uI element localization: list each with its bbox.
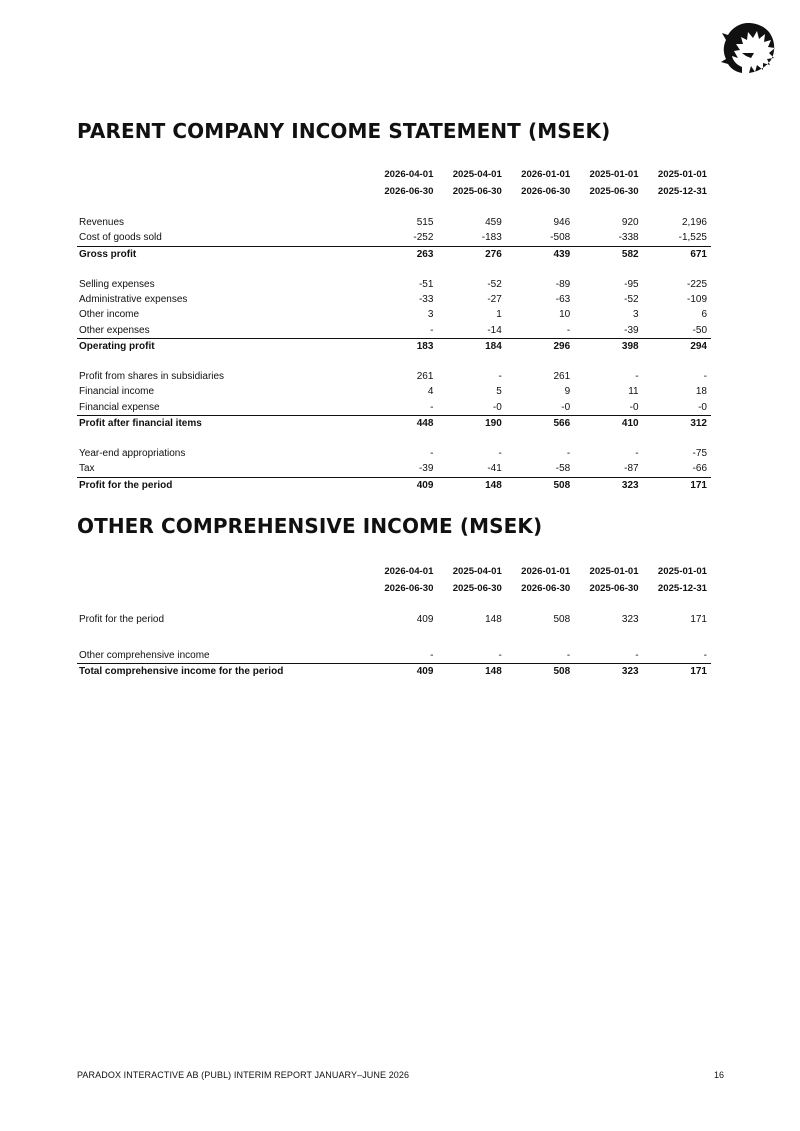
row-label: Financial income — [79, 386, 155, 398]
spacer-cell — [77, 597, 369, 612]
period-end-header: 2025-12-31 — [657, 186, 707, 197]
row-value: 294 — [643, 338, 711, 354]
row-value: -41 — [487, 463, 502, 475]
row-value: -0 — [698, 401, 707, 413]
row-value: - — [703, 371, 707, 383]
row-value: -52 — [624, 294, 639, 306]
row-value: - — [635, 371, 639, 383]
spacer-cell — [437, 200, 505, 215]
row-value: 439 — [506, 246, 574, 262]
row-value: 18 — [695, 386, 707, 398]
period-start-header: 2026-01-01 — [521, 566, 571, 577]
row-value: - — [430, 448, 434, 460]
table-row — [77, 215, 711, 230]
period-end-header: 2026-06-30 — [521, 583, 571, 594]
row-value: - — [566, 649, 571, 661]
spacer-cell — [506, 597, 574, 612]
row-label: Other income — [79, 309, 140, 321]
table-row — [77, 384, 711, 399]
row-value: -63 — [555, 294, 571, 306]
row-value: 508 — [553, 614, 571, 626]
row-value: -75 — [692, 448, 707, 460]
spacer-cell — [506, 200, 574, 215]
spacer-cell — [506, 431, 574, 446]
spacer-cell — [77, 200, 369, 215]
spacer-cell — [574, 431, 642, 446]
spacer-cell — [574, 597, 642, 612]
period-start-header: 2026-01-01 — [521, 169, 571, 180]
row-value: 148 — [485, 614, 502, 626]
footer-report-name: PARADOX INTERACTIVE AB (PUBL) INTERIM REPORT JANUARY–JUNE 2026 — [77, 1070, 410, 1080]
row-label: Operating profit — [77, 338, 369, 354]
row-value: -89 — [555, 278, 571, 290]
spacer-cell — [437, 597, 505, 612]
row-value: 409 — [416, 614, 434, 626]
header-label-cell — [77, 166, 369, 183]
row-value: 398 — [574, 338, 642, 354]
period-start-header: 2026-04-01 — [384, 566, 434, 577]
spacer-cell — [643, 597, 711, 612]
row-value: 515 — [416, 217, 434, 229]
row-value: 566 — [506, 415, 574, 431]
row-value: 459 — [485, 217, 502, 229]
period-end-row — [77, 183, 711, 200]
row-value: 3 — [633, 309, 639, 321]
row-value: -183 — [481, 232, 502, 244]
row-value: 184 — [437, 338, 505, 354]
row-value: -58 — [555, 463, 571, 475]
row-value: 323 — [574, 477, 642, 493]
spacer-cell — [77, 431, 369, 446]
spacer-row — [77, 597, 711, 612]
row-label: Gross profit — [77, 246, 369, 262]
row-value: - — [566, 324, 571, 336]
spacer-cell — [77, 627, 369, 642]
row-value: 508 — [506, 663, 574, 679]
header-label-cell — [77, 580, 369, 597]
row-value: 1 — [496, 309, 502, 321]
row-value: 263 — [369, 246, 437, 262]
table-row — [77, 400, 711, 416]
row-value: -66 — [692, 463, 707, 475]
table-row — [77, 446, 711, 461]
row-value: -95 — [624, 278, 639, 290]
row-value: 9 — [564, 386, 571, 398]
row-label: Profit for the period — [79, 614, 165, 626]
row-value: - — [635, 649, 639, 661]
row-value: -0 — [492, 401, 502, 413]
spacer-cell — [369, 200, 437, 215]
row-value: -252 — [413, 232, 434, 244]
row-value: 920 — [621, 217, 639, 229]
table-row — [77, 323, 711, 339]
row-value: 3 — [427, 309, 434, 321]
header-label-cell — [77, 183, 369, 200]
row-value: 2,196 — [681, 217, 707, 229]
row-value: - — [498, 371, 502, 383]
period-end-header: 2026-06-30 — [521, 186, 571, 197]
spacer-row — [77, 200, 711, 215]
spacer-row — [77, 431, 711, 446]
row-label: Cost of goods sold — [79, 232, 162, 244]
page-number: 16 — [713, 1070, 724, 1080]
total-row — [77, 477, 711, 493]
row-value: - — [498, 649, 502, 661]
period-end-header: 2025-06-30 — [589, 186, 639, 197]
table-row — [77, 292, 711, 307]
row-value: 409 — [369, 477, 437, 493]
period-start-row — [77, 563, 711, 580]
total-row — [77, 338, 711, 354]
spacer-cell — [369, 597, 437, 612]
row-value: -50 — [692, 324, 707, 336]
row-value: 5 — [496, 386, 502, 398]
period-end-header: 2025-12-31 — [657, 583, 707, 594]
spacer-cell — [643, 431, 711, 446]
row-value: 171 — [643, 663, 711, 679]
row-label: Selling expenses — [79, 278, 155, 290]
row-value: 261 — [416, 371, 434, 383]
spacer-cell — [643, 354, 711, 369]
table-row — [77, 277, 711, 292]
spacer-cell — [77, 262, 369, 277]
row-value: -0 — [629, 401, 639, 413]
spacer-cell — [77, 354, 369, 369]
period-start-header: 2025-01-01 — [657, 566, 707, 577]
row-label: Profit from shares in subsidiaries — [79, 371, 225, 383]
period-start-header: 2025-04-01 — [452, 566, 502, 577]
row-value: - — [430, 401, 434, 413]
row-value: 148 — [437, 477, 505, 493]
row-value: 6 — [701, 309, 707, 321]
row-value: 946 — [553, 217, 571, 229]
row-value: -0 — [561, 401, 571, 413]
period-end-header: 2026-06-30 — [384, 583, 434, 594]
row-label: Profit after financial items — [77, 415, 369, 431]
row-value: - — [430, 649, 434, 661]
spacer-cell — [369, 262, 437, 277]
spacer-cell — [437, 262, 505, 277]
row-value: 409 — [369, 663, 437, 679]
row-label: Profit for the period — [77, 477, 369, 493]
period-end-header: 2025-06-30 — [589, 583, 639, 594]
row-label: Other comprehensive income — [79, 649, 210, 661]
spacer-cell — [643, 262, 711, 277]
row-label: Other expenses — [79, 324, 150, 336]
row-value: -27 — [487, 294, 502, 306]
spacer-cell — [574, 262, 642, 277]
total-row — [77, 246, 711, 262]
row-value: 323 — [574, 663, 642, 679]
row-value: 10 — [559, 309, 571, 321]
row-label: Revenues — [79, 217, 125, 229]
row-value: 312 — [643, 415, 711, 431]
row-value: -338 — [618, 232, 639, 244]
period-start-header: 2025-04-01 — [452, 169, 502, 180]
row-value: -508 — [550, 232, 571, 244]
row-value: -33 — [418, 294, 434, 306]
row-value: -87 — [624, 463, 639, 475]
row-value: 448 — [369, 415, 437, 431]
spacer-cell — [574, 627, 642, 642]
row-value: 582 — [574, 246, 642, 262]
period-start-header: 2026-04-01 — [384, 169, 434, 180]
total-row — [77, 415, 711, 431]
spacer-row — [77, 354, 711, 369]
row-value: - — [498, 448, 502, 460]
spacer-cell — [574, 354, 642, 369]
spacer-cell — [437, 431, 505, 446]
table-row — [77, 369, 711, 384]
row-value: 671 — [643, 246, 711, 262]
period-start-header: 2025-01-01 — [657, 169, 707, 180]
row-label: Total comprehensive income for the period — [77, 663, 369, 679]
row-label: Year-end appropriations — [79, 448, 186, 460]
row-value: - — [703, 649, 707, 661]
row-value: 410 — [574, 415, 642, 431]
income-statement-table — [77, 166, 711, 493]
spacer-cell — [643, 200, 711, 215]
row-value: -14 — [487, 324, 502, 336]
header-label-cell — [77, 563, 369, 580]
row-value: - — [635, 448, 639, 460]
spacer-cell — [437, 354, 505, 369]
spacer-cell — [506, 262, 574, 277]
period-end-row — [77, 580, 711, 597]
comprehensive-income-table — [77, 563, 711, 679]
row-value: -51 — [418, 278, 434, 290]
row-value: -1,525 — [678, 232, 707, 244]
period-start-row — [77, 166, 711, 183]
period-end-header: 2025-06-30 — [452, 583, 502, 594]
row-value: 171 — [643, 477, 711, 493]
period-end-header: 2025-06-30 — [452, 186, 502, 197]
row-value: -225 — [686, 278, 707, 290]
row-value: 508 — [506, 477, 574, 493]
spacer-cell — [369, 431, 437, 446]
total-row — [77, 663, 711, 679]
spacer-cell — [369, 354, 437, 369]
row-value: 276 — [437, 246, 505, 262]
spacer-cell — [369, 627, 437, 642]
table-row — [77, 461, 711, 477]
section-title: OTHER COMPREHENSIVE INCOME (MSEK) — [77, 514, 543, 538]
row-value: 171 — [690, 614, 707, 626]
row-value: 323 — [621, 614, 639, 626]
row-value: 4 — [427, 386, 434, 398]
period-start-header: 2025-01-01 — [589, 566, 639, 577]
page-title: PARENT COMPANY INCOME STATEMENT (MSEK) — [77, 119, 611, 143]
row-value: -52 — [487, 278, 502, 290]
spacer-cell — [437, 627, 505, 642]
dragon-head-logo-icon — [720, 20, 776, 74]
spacer-row — [77, 627, 711, 642]
row-value: 190 — [437, 415, 505, 431]
spacer-cell — [506, 627, 574, 642]
row-value: 261 — [553, 371, 571, 383]
row-value: - — [566, 448, 571, 460]
period-start-header: 2025-01-01 — [589, 169, 639, 180]
spacer-row — [77, 262, 711, 277]
table-row — [77, 230, 711, 246]
period-end-header: 2026-06-30 — [384, 186, 434, 197]
row-value: - — [430, 324, 434, 336]
row-value: 296 — [506, 338, 574, 354]
row-value: -39 — [418, 463, 434, 475]
row-value: -39 — [624, 324, 639, 336]
row-value: 148 — [437, 663, 505, 679]
row-label: Administrative expenses — [79, 294, 188, 306]
row-value: -109 — [686, 294, 707, 306]
row-label: Tax — [79, 463, 95, 475]
row-value: 11 — [628, 386, 639, 398]
spacer-cell — [506, 354, 574, 369]
table-row — [77, 307, 711, 322]
table-row — [77, 612, 711, 627]
row-label: Financial expense — [79, 401, 160, 413]
spacer-cell — [574, 200, 642, 215]
table-row — [77, 648, 711, 664]
row-value: 183 — [369, 338, 437, 354]
spacer-cell — [643, 627, 711, 642]
